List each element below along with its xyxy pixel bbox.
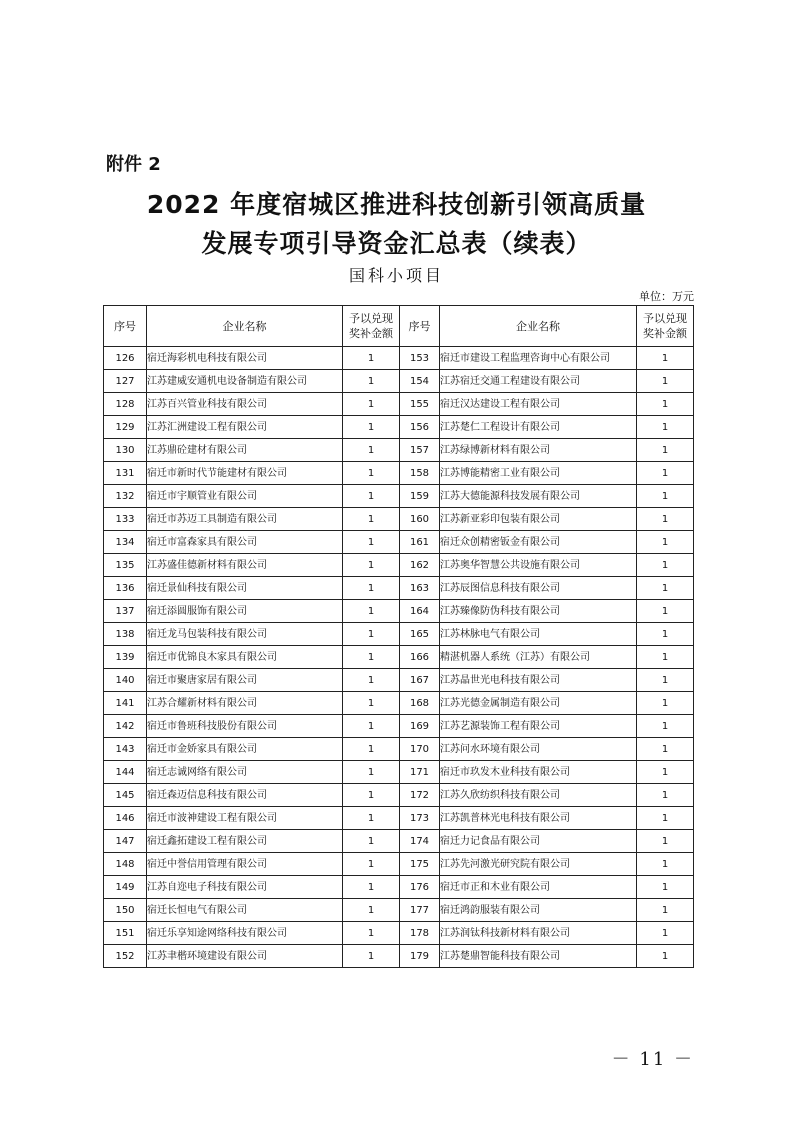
row-company-right: 宿迁市玖发木业科技有限公司 [440, 761, 637, 784]
row-amount-right: 1 [637, 462, 694, 485]
row-seq-right: 167 [400, 669, 440, 692]
row-seq-left: 145 [104, 784, 147, 807]
row-company-left: 宿迁市宇顺管业有限公司 [147, 485, 343, 508]
row-seq-right: 169 [400, 715, 440, 738]
row-seq-left: 126 [104, 347, 147, 370]
row-company-left: 宿迁市苏迈工具制造有限公司 [147, 508, 343, 531]
row-amount-right: 1 [637, 876, 694, 899]
header-seq-left: 序号 [104, 306, 147, 347]
row-seq-right: 158 [400, 462, 440, 485]
row-company-right: 江苏楚仁工程设计有限公司 [440, 416, 637, 439]
row-company-right: 宿迁市建设工程监理咨询中心有限公司 [440, 347, 637, 370]
row-amount-right: 1 [637, 738, 694, 761]
row-seq-left: 129 [104, 416, 147, 439]
row-seq-right: 178 [400, 922, 440, 945]
row-amount-right: 1 [637, 485, 694, 508]
row-company-right: 江苏奥华智慧公共设施有限公司 [440, 554, 637, 577]
table-row [104, 646, 694, 669]
table-row [104, 669, 694, 692]
table-row [104, 761, 694, 784]
header-amount-line1: 予以兑现 [643, 312, 687, 325]
row-amount-right: 1 [637, 715, 694, 738]
row-company-right: 宿迁汉达建设工程有限公司 [440, 393, 637, 416]
row-amount-right: 1 [637, 899, 694, 922]
row-amount-left: 1 [343, 761, 400, 784]
row-company-left: 宿迁森迈信息科技有限公司 [147, 784, 343, 807]
row-amount-right: 1 [637, 554, 694, 577]
row-seq-left: 147 [104, 830, 147, 853]
row-seq-left: 146 [104, 807, 147, 830]
row-amount-right: 1 [637, 830, 694, 853]
table-row [104, 531, 694, 554]
row-company-right: 江苏楚鼎智能科技有限公司 [440, 945, 637, 968]
page-title-line-1: 2022 年度宿城区推进科技创新引领高质量 [146, 190, 647, 219]
row-company-left: 宿迁添圆服饰有限公司 [147, 600, 343, 623]
row-seq-right: 162 [400, 554, 440, 577]
table-row [104, 623, 694, 646]
row-company-right: 江苏久欣纺织科技有限公司 [440, 784, 637, 807]
table-row [104, 945, 694, 968]
header-company-right: 企业名称 [440, 306, 637, 347]
row-company-left: 宿迁长恒电气有限公司 [147, 899, 343, 922]
row-amount-left: 1 [343, 738, 400, 761]
row-seq-right: 157 [400, 439, 440, 462]
row-seq-left: 132 [104, 485, 147, 508]
table-row [104, 347, 694, 370]
table-row [104, 370, 694, 393]
header-company-left: 企业名称 [147, 306, 343, 347]
row-amount-left: 1 [343, 945, 400, 968]
row-amount-left: 1 [343, 807, 400, 830]
row-seq-left: 134 [104, 531, 147, 554]
row-seq-left: 139 [104, 646, 147, 669]
row-seq-left: 128 [104, 393, 147, 416]
row-company-left: 江苏建威安通机电设备制造有限公司 [147, 370, 343, 393]
row-amount-right: 1 [637, 784, 694, 807]
row-company-left: 江苏汇洲建设工程有限公司 [147, 416, 343, 439]
header-amount-left [343, 306, 400, 347]
row-company-left: 宿迁海彩机电科技有限公司 [147, 347, 343, 370]
row-seq-left: 142 [104, 715, 147, 738]
table-row [104, 577, 694, 600]
table-row [104, 922, 694, 945]
row-amount-left: 1 [343, 485, 400, 508]
row-company-left: 宿迁鑫拓建设工程有限公司 [147, 830, 343, 853]
unit-label: 单位：万元 [639, 290, 694, 303]
row-amount-left: 1 [343, 876, 400, 899]
header-amount-line1: 予以兑现 [349, 312, 393, 325]
table-row [104, 692, 694, 715]
row-seq-right: 176 [400, 876, 440, 899]
row-seq-right: 174 [400, 830, 440, 853]
row-seq-right: 177 [400, 899, 440, 922]
row-company-left: 宿迁乐享知途网络科技有限公司 [147, 922, 343, 945]
row-amount-left: 1 [343, 393, 400, 416]
row-company-right: 江苏林脉电气有限公司 [440, 623, 637, 646]
row-company-left: 宿迁志诚网络有限公司 [147, 761, 343, 784]
row-amount-left: 1 [343, 784, 400, 807]
row-seq-right: 168 [400, 692, 440, 715]
page-title-line-2: 发展专项引导资金汇总表（续表） [201, 229, 592, 258]
table-row [104, 554, 694, 577]
row-seq-left: 144 [104, 761, 147, 784]
table-row [104, 715, 694, 738]
header-amount-line2: 奖补金额 [349, 327, 393, 340]
row-company-left: 宿迁市聚唐家居有限公司 [147, 669, 343, 692]
row-amount-left: 1 [343, 508, 400, 531]
row-company-right: 江苏辰图信息科技有限公司 [440, 577, 637, 600]
table-body [104, 347, 694, 968]
row-seq-right: 161 [400, 531, 440, 554]
table-row [104, 462, 694, 485]
row-amount-left: 1 [343, 899, 400, 922]
row-seq-right: 154 [400, 370, 440, 393]
row-company-right: 江苏大德能源科技发展有限公司 [440, 485, 637, 508]
row-company-right: 江苏晶世光电科技有限公司 [440, 669, 637, 692]
funding-table [103, 305, 694, 968]
row-seq-left: 137 [104, 600, 147, 623]
row-company-right: 江苏艺源装饰工程有限公司 [440, 715, 637, 738]
row-amount-right: 1 [637, 347, 694, 370]
row-amount-left: 1 [343, 646, 400, 669]
row-company-left: 宿迁龙马包装科技有限公司 [147, 623, 343, 646]
row-amount-left: 1 [343, 830, 400, 853]
row-amount-right: 1 [637, 577, 694, 600]
row-amount-right: 1 [637, 623, 694, 646]
row-company-left: 宿迁市富森家具有限公司 [147, 531, 343, 554]
table-row [104, 439, 694, 462]
row-seq-right: 166 [400, 646, 440, 669]
row-seq-right: 173 [400, 807, 440, 830]
row-amount-right: 1 [637, 922, 694, 945]
row-amount-left: 1 [343, 577, 400, 600]
row-amount-right: 1 [637, 600, 694, 623]
row-amount-left: 1 [343, 439, 400, 462]
row-company-right: 精湛机器人系统（江苏）有限公司 [440, 646, 637, 669]
row-company-right: 江苏宿迁交通工程建设有限公司 [440, 370, 637, 393]
row-amount-left: 1 [343, 922, 400, 945]
row-seq-right: 171 [400, 761, 440, 784]
row-company-left: 江苏百兴管业科技有限公司 [147, 393, 343, 416]
header-seq-right: 序号 [400, 306, 440, 347]
row-seq-right: 165 [400, 623, 440, 646]
row-company-left: 江苏自迩电子科技有限公司 [147, 876, 343, 899]
row-seq-left: 152 [104, 945, 147, 968]
row-company-left: 宿迁市新时代节能建材有限公司 [147, 462, 343, 485]
row-amount-right: 1 [637, 370, 694, 393]
row-seq-left: 127 [104, 370, 147, 393]
row-company-right: 宿迁众创精密钣金有限公司 [440, 531, 637, 554]
row-seq-right: 159 [400, 485, 440, 508]
row-company-right: 宿迁鸿韵服装有限公司 [440, 899, 637, 922]
table-row [104, 416, 694, 439]
table-row [104, 738, 694, 761]
row-company-left: 江苏聿楷环境建设有限公司 [147, 945, 343, 968]
table-row [104, 784, 694, 807]
row-company-right: 江苏臻像防伪科技有限公司 [440, 600, 637, 623]
row-seq-right: 175 [400, 853, 440, 876]
row-company-right: 江苏新亚彩印包装有限公司 [440, 508, 637, 531]
page-subtitle: 国科小项目 [348, 266, 444, 285]
row-seq-left: 141 [104, 692, 147, 715]
row-company-right: 宿迁力记食品有限公司 [440, 830, 637, 853]
row-amount-right: 1 [637, 761, 694, 784]
row-seq-left: 149 [104, 876, 147, 899]
row-company-right: 江苏凯普林光电科技有限公司 [440, 807, 637, 830]
row-seq-left: 133 [104, 508, 147, 531]
row-company-right: 江苏博能精密工业有限公司 [440, 462, 637, 485]
row-amount-right: 1 [637, 531, 694, 554]
table-row [104, 807, 694, 830]
row-seq-left: 150 [104, 899, 147, 922]
row-seq-left: 151 [104, 922, 147, 945]
row-amount-left: 1 [343, 462, 400, 485]
row-company-left: 宿迁市金娇家具有限公司 [147, 738, 343, 761]
row-amount-left: 1 [343, 370, 400, 393]
row-seq-left: 140 [104, 669, 147, 692]
row-seq-right: 164 [400, 600, 440, 623]
row-seq-right: 179 [400, 945, 440, 968]
table-row [104, 899, 694, 922]
row-amount-left: 1 [343, 853, 400, 876]
row-company-right: 江苏光德金属制造有限公司 [440, 692, 637, 715]
row-company-left: 江苏合耀新材料有限公司 [147, 692, 343, 715]
row-company-left: 宿迁景仙科技有限公司 [147, 577, 343, 600]
row-seq-right: 160 [400, 508, 440, 531]
header-amount-line2: 奖补金额 [643, 327, 687, 340]
row-seq-right: 172 [400, 784, 440, 807]
row-amount-right: 1 [637, 853, 694, 876]
row-seq-left: 138 [104, 623, 147, 646]
row-company-right: 宿迁市正和木业有限公司 [440, 876, 637, 899]
table-header-row [104, 306, 694, 347]
row-amount-left: 1 [343, 600, 400, 623]
row-amount-right: 1 [637, 669, 694, 692]
row-company-left: 江苏鼎砼建材有限公司 [147, 439, 343, 462]
row-seq-left: 131 [104, 462, 147, 485]
row-amount-left: 1 [343, 669, 400, 692]
row-company-right: 江苏润钛科技新材料有限公司 [440, 922, 637, 945]
row-seq-left: 148 [104, 853, 147, 876]
row-amount-right: 1 [637, 807, 694, 830]
row-company-left: 宿迁中誉信用管理有限公司 [147, 853, 343, 876]
row-amount-right: 1 [637, 416, 694, 439]
row-amount-right: 1 [637, 945, 694, 968]
row-amount-left: 1 [343, 554, 400, 577]
row-seq-left: 136 [104, 577, 147, 600]
row-seq-right: 163 [400, 577, 440, 600]
row-amount-left: 1 [343, 347, 400, 370]
row-company-left: 宿迁市鲁班科技股份有限公司 [147, 715, 343, 738]
row-amount-right: 1 [637, 692, 694, 715]
row-amount-right: 1 [637, 508, 694, 531]
row-amount-right: 1 [637, 646, 694, 669]
row-seq-right: 170 [400, 738, 440, 761]
row-amount-right: 1 [637, 439, 694, 462]
table-row [104, 853, 694, 876]
header-amount-right [637, 306, 694, 347]
row-amount-left: 1 [343, 692, 400, 715]
page-number: － 11 － [611, 1049, 694, 1070]
row-amount-left: 1 [343, 623, 400, 646]
row-amount-left: 1 [343, 715, 400, 738]
row-seq-right: 155 [400, 393, 440, 416]
row-company-right: 江苏问水环境有限公司 [440, 738, 637, 761]
row-amount-left: 1 [343, 531, 400, 554]
row-seq-left: 135 [104, 554, 147, 577]
table-row [104, 876, 694, 899]
row-seq-left: 143 [104, 738, 147, 761]
row-seq-left: 130 [104, 439, 147, 462]
row-amount-left: 1 [343, 416, 400, 439]
table-row [104, 508, 694, 531]
table-row [104, 393, 694, 416]
row-seq-right: 156 [400, 416, 440, 439]
row-company-right: 江苏绿博新材料有限公司 [440, 439, 637, 462]
row-company-right: 江苏先河激光研究院有限公司 [440, 853, 637, 876]
table-row [104, 485, 694, 508]
row-seq-right: 153 [400, 347, 440, 370]
row-company-left: 宿迁市优锦良木家具有限公司 [147, 646, 343, 669]
table-row [104, 600, 694, 623]
row-company-left: 宿迁市波神建设工程有限公司 [147, 807, 343, 830]
row-amount-right: 1 [637, 393, 694, 416]
attachment-label: 附件 2 [106, 154, 161, 175]
table-row [104, 830, 694, 853]
row-company-left: 江苏盛佳德新材料有限公司 [147, 554, 343, 577]
